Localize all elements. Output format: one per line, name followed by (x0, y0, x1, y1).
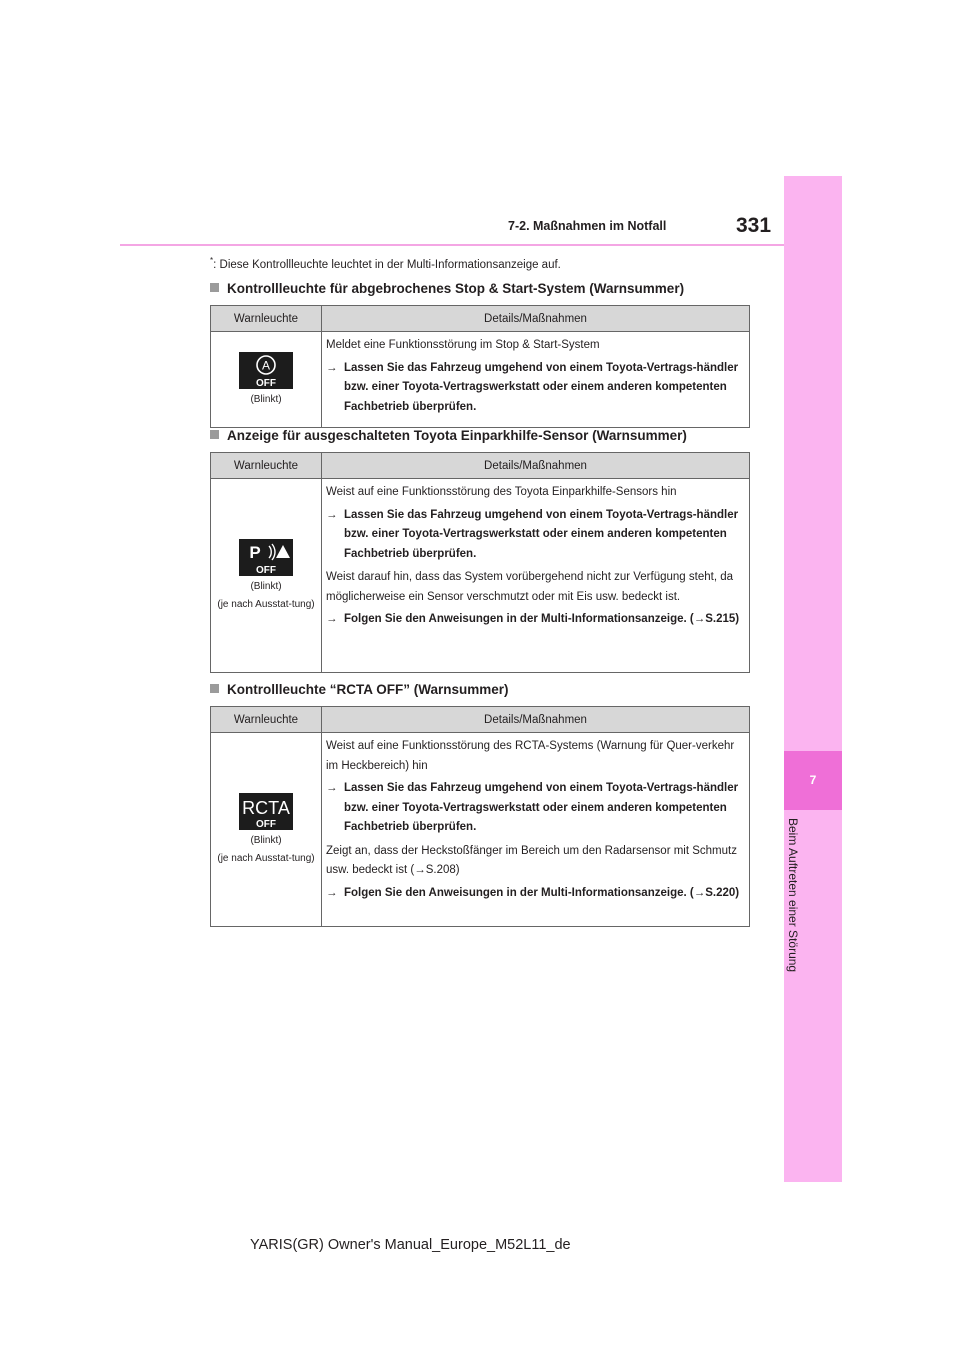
section-heading (210, 682, 509, 697)
action-text: Lassen Sie das Fahrzeug umgehend von einem Toyota-Vertrags-händler bzw. einer Toyota-Vertragswerkstatt oder einem anderen kompetenten Fachbetrieb überprüfen. (344, 508, 739, 560)
column-header-warning-light: Warnleuchte (211, 453, 322, 479)
action-item (326, 359, 743, 418)
action-text: Folgen Sie den Anweisungen in der Multi-Informationsanzeige. (→S.215) (344, 613, 740, 625)
icon-letter: P (249, 543, 261, 562)
icon-caption-equipment: (je nach Ausstat-tung) (217, 853, 315, 864)
header-rule (120, 244, 784, 246)
icon-letter: A (261, 358, 271, 373)
rcta-off-icon (239, 793, 293, 830)
icon-caption: (Blinkt) (250, 394, 282, 405)
warning-table (210, 706, 750, 927)
warning-table (210, 305, 750, 428)
section-title: 7-2. Maßnahmen im Notfall (508, 219, 667, 233)
column-header-details: Details/Maßnahmen (322, 306, 750, 332)
arrow-right-icon: → (326, 886, 338, 899)
icon-off-label: OFF (256, 565, 276, 576)
warning-light-cell (211, 479, 322, 673)
chapter-side-tab (784, 176, 842, 1182)
footnote-marker: * (210, 256, 214, 265)
detail-text: Weist auf eine Funktionsstörung des Toyota Einparkhilfe-Sensors hin (326, 486, 677, 498)
detail-text: Zeigt an, dass der Heckstoßfänger im Bereich um den Radarsensor mit Schmutz usw. bedeckt ist (→S.208) (326, 844, 737, 876)
section-heading-text: Kontrollleuchte für abgebrochenes Stop & Start-System (Warnsummer) (227, 281, 685, 296)
footnote-text: : Diese Kontrollleuchte leuchtet in der Multi-Informationsanzeige auf. (213, 258, 561, 271)
detail-text: Meldet eine Funktionsstörung im Stop & Start-System (326, 339, 600, 351)
table-header-row (211, 306, 750, 332)
section-heading (210, 428, 687, 443)
section-heading-text: Anzeige für ausgeschalteten Toyota Einparkhilfe-Sensor (Warnsummer) (227, 428, 687, 443)
stop-start-off-icon (239, 352, 293, 389)
action-item (326, 779, 743, 838)
warning-light-cell (211, 733, 322, 927)
action-text: Lassen Sie das Fahrzeug umgehend von einem Toyota-Vertrags-händler bzw. einer Toyota-Vertragswerkstatt oder einem anderen kompetenten Fachbetrieb überprüfen. (344, 361, 739, 413)
action-item (326, 884, 743, 904)
action-text: Folgen Sie den Anweisungen in der Multi-Informationsanzeige. (→S.220) (344, 886, 740, 899)
parking-sensor-off-icon (239, 539, 293, 576)
icon-off-label: OFF (256, 819, 276, 830)
arrow-right-icon: → (326, 508, 338, 521)
details-cell (322, 733, 750, 927)
icon-letter: RCTA (242, 798, 290, 818)
action-text: Lassen Sie das Fahrzeug umgehend von einem Toyota-Vertrags-händler bzw. einer Toyota-Vertragswerkstatt oder einem anderen kompetenten Fachbetrieb überprüfen. (344, 782, 739, 833)
footnote (210, 256, 561, 271)
arrow-right-icon: → (326, 613, 338, 625)
bullet-square-icon (210, 430, 219, 439)
table-header-row (211, 707, 750, 733)
column-header-details: Details/Maßnahmen (322, 707, 750, 733)
details-cell (322, 479, 750, 673)
detail-text: Weist darauf hin, dass das System vorübergehend nicht zur Verfügung steht, da möglicherweise ein Sensor verschmutzt oder mit Eis usw. bedeckt ist. (326, 571, 733, 603)
table-row (211, 332, 750, 428)
chapter-number: 7 (784, 751, 842, 810)
icon-off-label: OFF (256, 378, 276, 389)
section-heading (210, 281, 684, 296)
column-header-warning-light: Warnleuchte (211, 306, 322, 332)
action-item (326, 506, 743, 565)
details-cell (322, 332, 750, 428)
bullet-square-icon (210, 283, 219, 292)
table-row (211, 733, 750, 927)
table-header-row (211, 453, 750, 479)
icon-caption: (Blinkt) (250, 581, 282, 592)
column-header-details: Details/Maßnahmen (322, 453, 750, 479)
warning-light-cell (211, 332, 322, 428)
arrow-right-icon: → (326, 782, 338, 794)
section-heading-text: Kontrollleuchte “RCTA OFF” (Warnsummer) (227, 682, 509, 697)
icon-caption: (Blinkt) (250, 835, 282, 846)
column-header-warning-light: Warnleuchte (211, 707, 322, 733)
icon-caption-equipment: (je nach Ausstat-tung) (217, 599, 315, 610)
table-row (211, 479, 750, 673)
action-item (326, 610, 743, 630)
bullet-square-icon (210, 684, 219, 693)
page-number: 331 (736, 214, 772, 237)
footer-document-id: YARIS(GR) Owner's Manual_Europe_M52L11_de (250, 1237, 571, 1253)
arrow-right-icon: → (326, 361, 338, 374)
warning-table (210, 452, 750, 673)
detail-text: Weist auf eine Funktionsstörung des RCTA-Systems (Warnung für Quer-verkehr im Heckbereich) hin (326, 740, 735, 772)
chapter-label: Beim Auftreten einer Störung (786, 818, 800, 973)
